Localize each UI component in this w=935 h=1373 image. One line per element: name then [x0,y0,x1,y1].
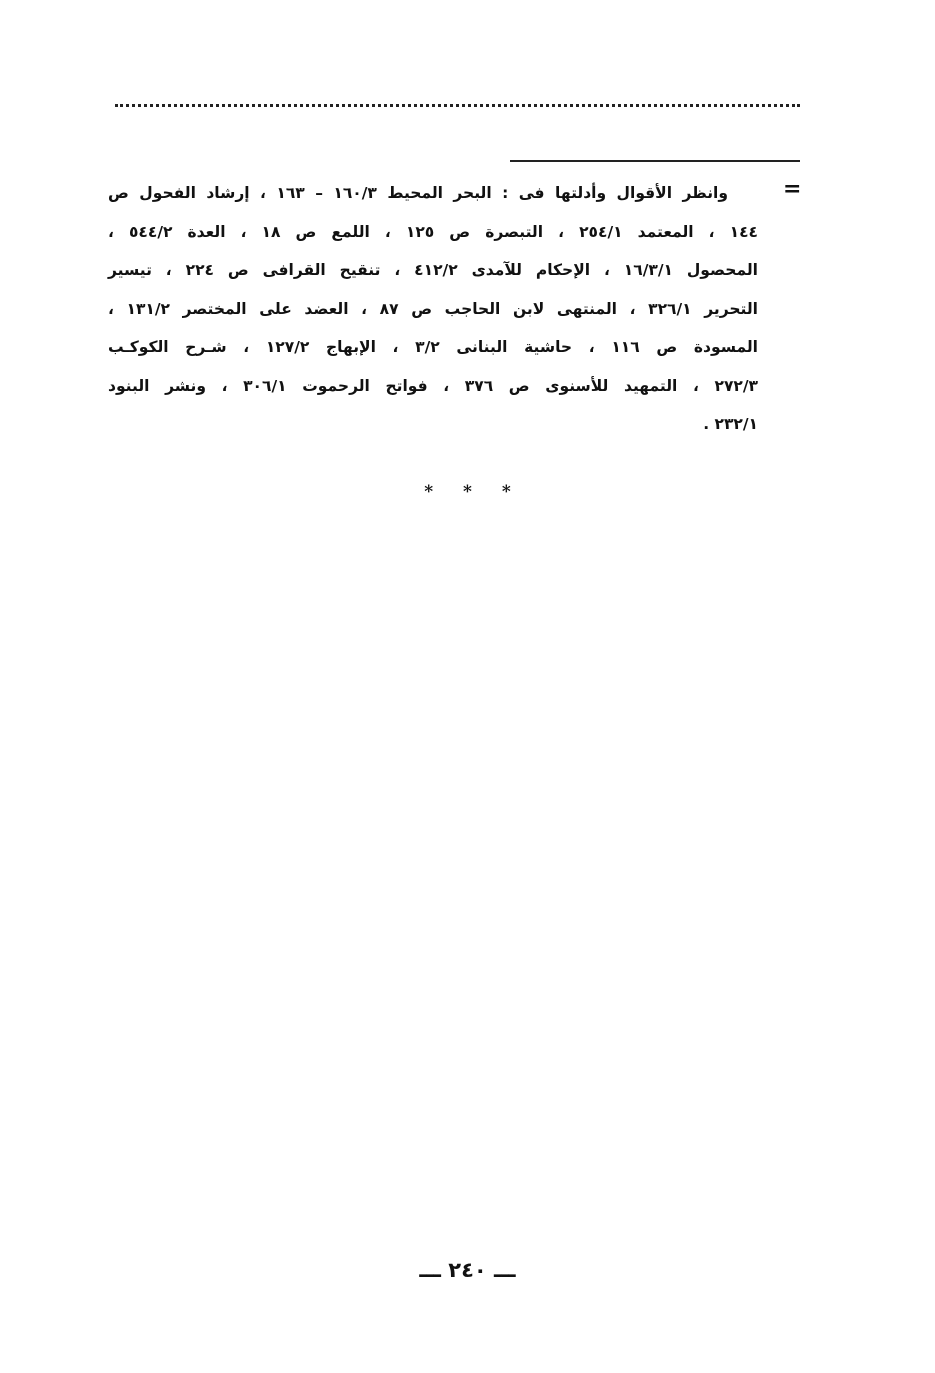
footnote-line: وانظر الأقوال وأدلتها فى : البحر المحيط ١٦٠/٣ – ١٦٣ ، إرشاد الفحول ص [108,184,728,202]
footnote-line: المسودة ص ١١٦ ، حاشية البنانى ٣/٢ ، الإبهاج ١٢٧/٢ ، شـرح الكوكـب [108,338,758,356]
footnote-line: المحصول ١٦/٣/١ ، الإحكام للآمدى ٤١٢/٢ ، تنقيح القرافى ص ٢٢٤ ، تيسير [108,261,758,279]
footnote-rule [510,160,800,162]
footnote-line: ٢٣٢/١ . [703,415,758,433]
footnote-line: التحرير ٣٢٦/١ ، المنتهى لابن الحاجب ص ٨٧ ، العضد على المختصر ١٣١/٢ ، [108,299,758,318]
page-number: ـــ ٢٤٠ ـــ [419,1258,516,1282]
footnote-line: ١٤٤ ، المعتمد ٢٥٤/١ ، التبصرة ص ١٢٥ ، اللمع ص ١٨ ، العدة ٥٤٤/٢ ، [108,222,758,241]
footnote-continuation-mark: = [783,176,802,202]
section-separator-asterisks: * * * [424,482,523,502]
footnote-text [108,174,758,444]
footnote-line: ٢٧٢/٣ ، التمهيد للأسنوى ص ٣٧٦ ، فواتح الرحموت ٣٠٦/١ ، ونشر البنود [108,376,759,395]
dotted-separator-line [115,104,800,107]
